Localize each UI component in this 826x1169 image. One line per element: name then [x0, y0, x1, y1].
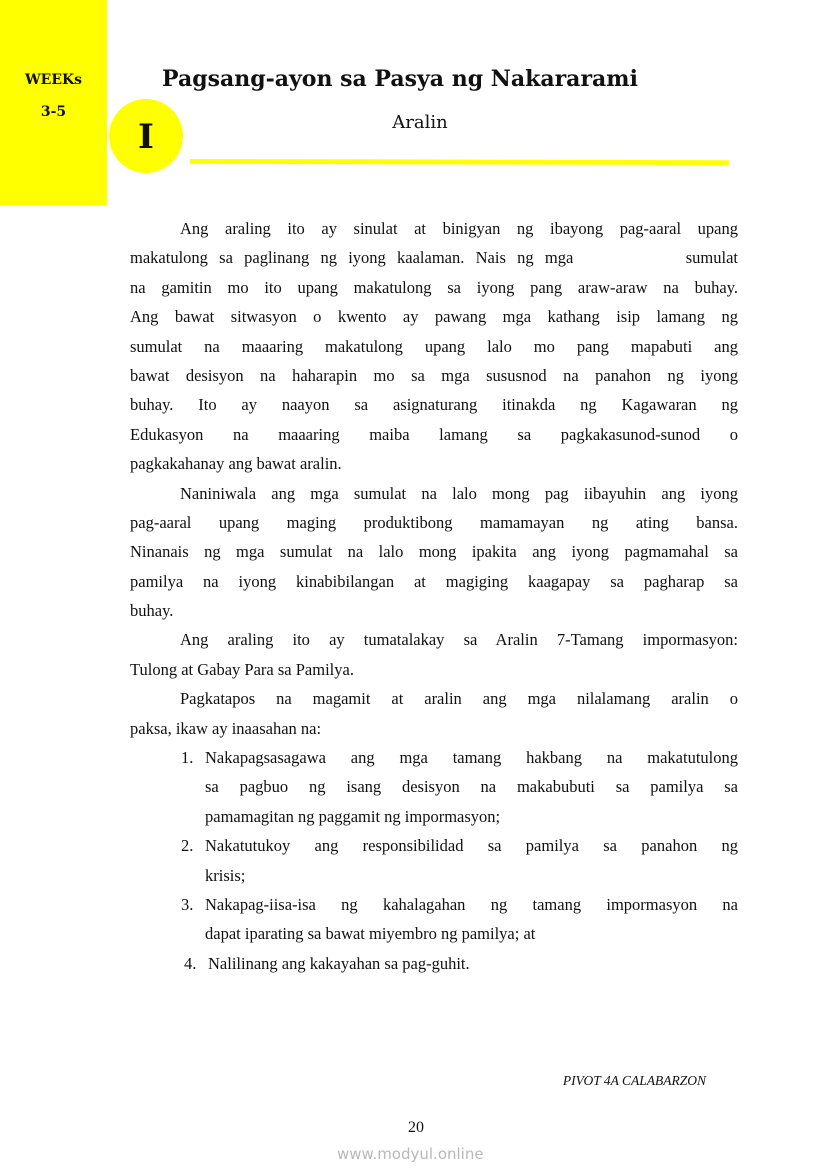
- title-underline: [190, 159, 729, 165]
- paragraph-line: Tulong at Gabay Para sa Pamilya.: [130, 659, 354, 679]
- list-item-text: Nalilinang ang kakayahan sa pag-guhit.: [208, 953, 470, 973]
- page-number: 20: [408, 1119, 424, 1136]
- paragraph-line: Ang bawat sitwasyon o kwento ay pawang mga kathang isip lamang ng: [130, 307, 738, 327]
- paragraph-line: Ang araling ito ay tumatalakay sa Aralin 7-Tamang impormasyon:: [180, 630, 738, 650]
- paragraph-line: Edukasyon na maaaring maiba lamang sa pagkakasunod-sunod o: [130, 424, 738, 444]
- list-item-text: Nakatutukoy ang responsibilidad sa pamilya sa panahon ng: [205, 836, 738, 856]
- paragraph-line: makatulong sa paglinang ng iyong kaalaman. Nais ng mga sumulat: [130, 248, 738, 268]
- footer-source: PIVOT 4A CALABARZON: [562, 1073, 706, 1088]
- paragraph-line: pag-aaral upang maging produktibong mamamayan ng ating bansa.: [130, 512, 738, 532]
- list-item-text: Nakapagsasagawa ang mga tamang hakbang na makatutulong: [205, 748, 738, 768]
- weeks-banner: [0, 0, 107, 205]
- weeks-label: WEEKs: [24, 72, 83, 88]
- list-item: [130, 743, 738, 772]
- list-item-text: krisis;: [205, 865, 246, 885]
- list-item: [130, 919, 738, 948]
- paragraph-line: sumulat na maaaring makatulong upang lalo mo pang mapabuti ang: [130, 336, 738, 356]
- section-letter-badge: I: [109, 99, 183, 173]
- list-item: [130, 772, 738, 801]
- objectives-list: [130, 743, 738, 978]
- weeks-range: 3-5: [40, 104, 67, 120]
- paragraph-line: pamilya na iyong kinabibilangan at magiging kaagapay sa pagharap sa: [130, 571, 738, 591]
- list-item-text: pamamagitan ng paggamit ng impormasyon;: [205, 806, 501, 826]
- paragraph-line: Ninanais ng mga sumulat na lalo mong ipakita ang iyong pagmamahal sa: [130, 542, 738, 562]
- paragraph-line: Ang araling ito ay sinulat at binigyan ng ibayong pag-aaral upang: [180, 219, 738, 238]
- paragraph: [130, 684, 738, 743]
- paragraph-line: pagkakahanay ang bawat aralin.: [130, 454, 342, 474]
- list-item-number: 1.: [181, 748, 194, 768]
- page-title: Pagsang-ayon sa Pasya ng Nakararami: [162, 66, 638, 92]
- list-item: [130, 949, 738, 978]
- list-item-number: 4.: [184, 953, 197, 973]
- paragraph: [130, 625, 738, 684]
- paragraph-line: bawat desisyon na haharapin mo sa mga sususnod na panahon ng iyong: [130, 365, 738, 385]
- list-item-number: 3.: [181, 894, 194, 914]
- list-item: [130, 890, 738, 919]
- section-name: Aralin: [392, 112, 448, 133]
- paragraph-line: buhay.: [130, 601, 174, 621]
- list-item-text: dapat iparating sa bawat miyembro ng pamilya; at: [205, 924, 536, 944]
- watermark: www.modyul.online: [337, 1145, 484, 1163]
- list-item: [130, 831, 738, 860]
- paragraph: [130, 479, 738, 626]
- paragraph-line: Naniniwala ang mga sumulat na lalo mong pag iibayuhin ang iyong: [180, 483, 738, 503]
- list-item-text: sa pagbuo ng isang desisyon na makabubuti sa pamilya sa: [205, 777, 738, 797]
- list-item-text: Nakapag-iisa-isa ng kahalagahan ng tamang impormasyon na: [205, 894, 738, 914]
- paragraph-line: na gamitin mo ito upang makatulong sa iyong pang araw-araw na buhay.: [130, 277, 738, 297]
- list-item: [130, 861, 738, 890]
- paragraph-line: paksa, ikaw ay inaasahan na:: [130, 718, 322, 738]
- list-item-number: 2.: [181, 836, 194, 856]
- paragraph-line: Pagkatapos na magamit at aralin ang mga nilalamang aralin o: [180, 689, 738, 709]
- list-item: [130, 802, 738, 831]
- paragraph-line: buhay. Ito ay naayon sa asignaturang itinakda ng Kagawaran ng: [130, 395, 738, 415]
- paragraph: [130, 214, 738, 479]
- lesson-body: [130, 214, 738, 978]
